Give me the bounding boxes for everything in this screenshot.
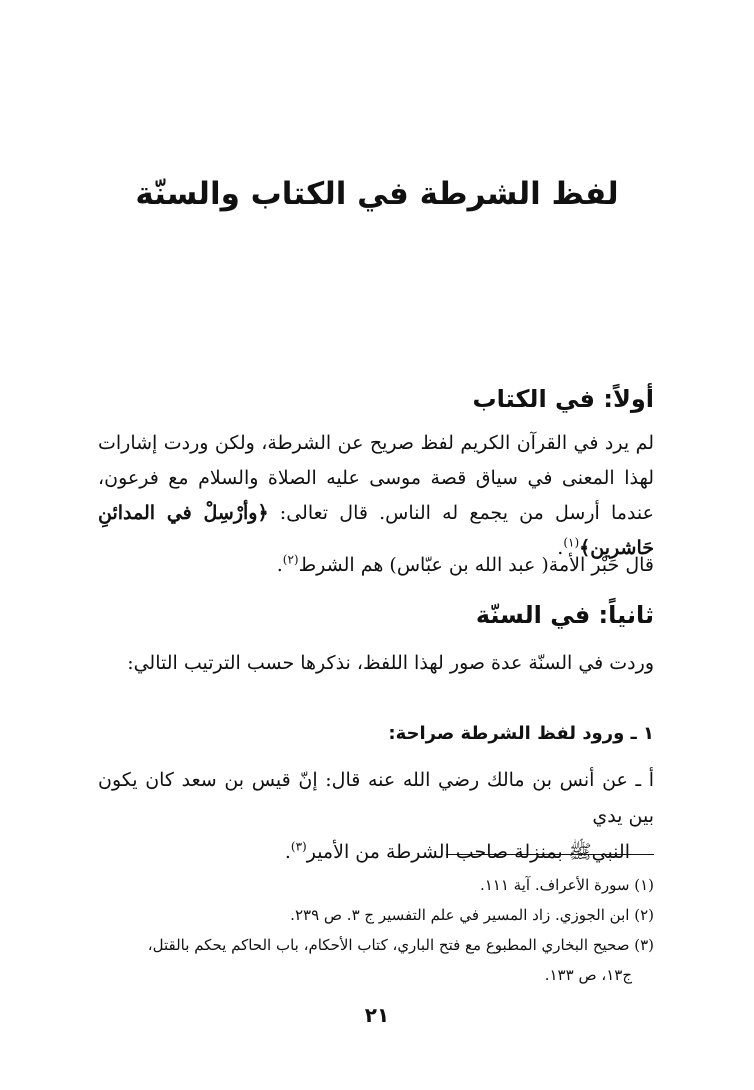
section-heading-sunnah: ثانياً: في السنّة [475, 601, 654, 629]
footnote-text: (٣) صحيح البخاري المطبوع مع فتح الباري، كتاب الأحكام، باب الحاكم يحكم بالقتل، [147, 936, 654, 954]
paragraph-text: قال حَبْر الأمة( عبد الله بن عبّاس) هم الشرط [298, 554, 654, 576]
hadith-line-2-wrap [98, 834, 654, 870]
footnote-ref-2: (٢) [282, 552, 299, 567]
paragraph-sunnah-intro: وردت في السنّة عدة صور لهذا اللفظ، نذكرها حسب الترتيب التالي: [127, 652, 654, 674]
paragraph-end: . [557, 537, 564, 559]
paragraph-book-intro [98, 426, 654, 566]
footnote-item [98, 930, 654, 990]
hadith-line-2: النبيﷺ بمنزلة صاحب الشرطة من الأمير [306, 841, 630, 863]
footnote-continuation: ج١٣، ص ١٣٣. [544, 966, 632, 984]
paragraph-end: . [276, 554, 283, 576]
footnotes-list [98, 870, 654, 990]
footnote-item [98, 870, 654, 900]
footnote-item [98, 900, 654, 930]
paragraph-end: . [284, 841, 291, 863]
footnote-text: (٢) ابن الجوزي. زاد المسير في علم التفسير ج ٣. ص ٢٣٩. [290, 906, 654, 924]
quran-verse: ﴿وأرْسِلْ في المدائنِ حَاشرين﴾ [98, 502, 654, 559]
page-number: ٢١ [364, 1003, 390, 1027]
page-title: لفظ الشرطة في الكتاب والسنّة [135, 176, 619, 212]
section-heading-book: أولاً: في الكتاب [472, 385, 654, 413]
footnote-ref-3: (٣) [290, 839, 307, 854]
paragraph-text: لم يرد في القرآن الكريم لفظ صريح عن الشرطة، ولكن وردت إشارات لهذا المعنى في سياق قصة موسى عليه الصلاة والسلام مع فرعون، عندما أرسل من يجمع له الناس. قال تعالى: [98, 432, 654, 524]
footnote-text: (١) سورة الأعراف. آية ١١١. [479, 876, 654, 894]
subsection-heading: ١ ـ ورود لفظ الشرطة صراحة: [388, 723, 654, 744]
footnote-divider [446, 854, 654, 855]
footnote-ref-1: (١) [563, 535, 580, 550]
paragraph-ibn-abbas [98, 548, 654, 583]
hadith-line-1: أ ـ عن أنس بن مالك رضي الله عنه قال: إنّ قيس بن سعد كان يكون بين يدي [98, 769, 654, 827]
